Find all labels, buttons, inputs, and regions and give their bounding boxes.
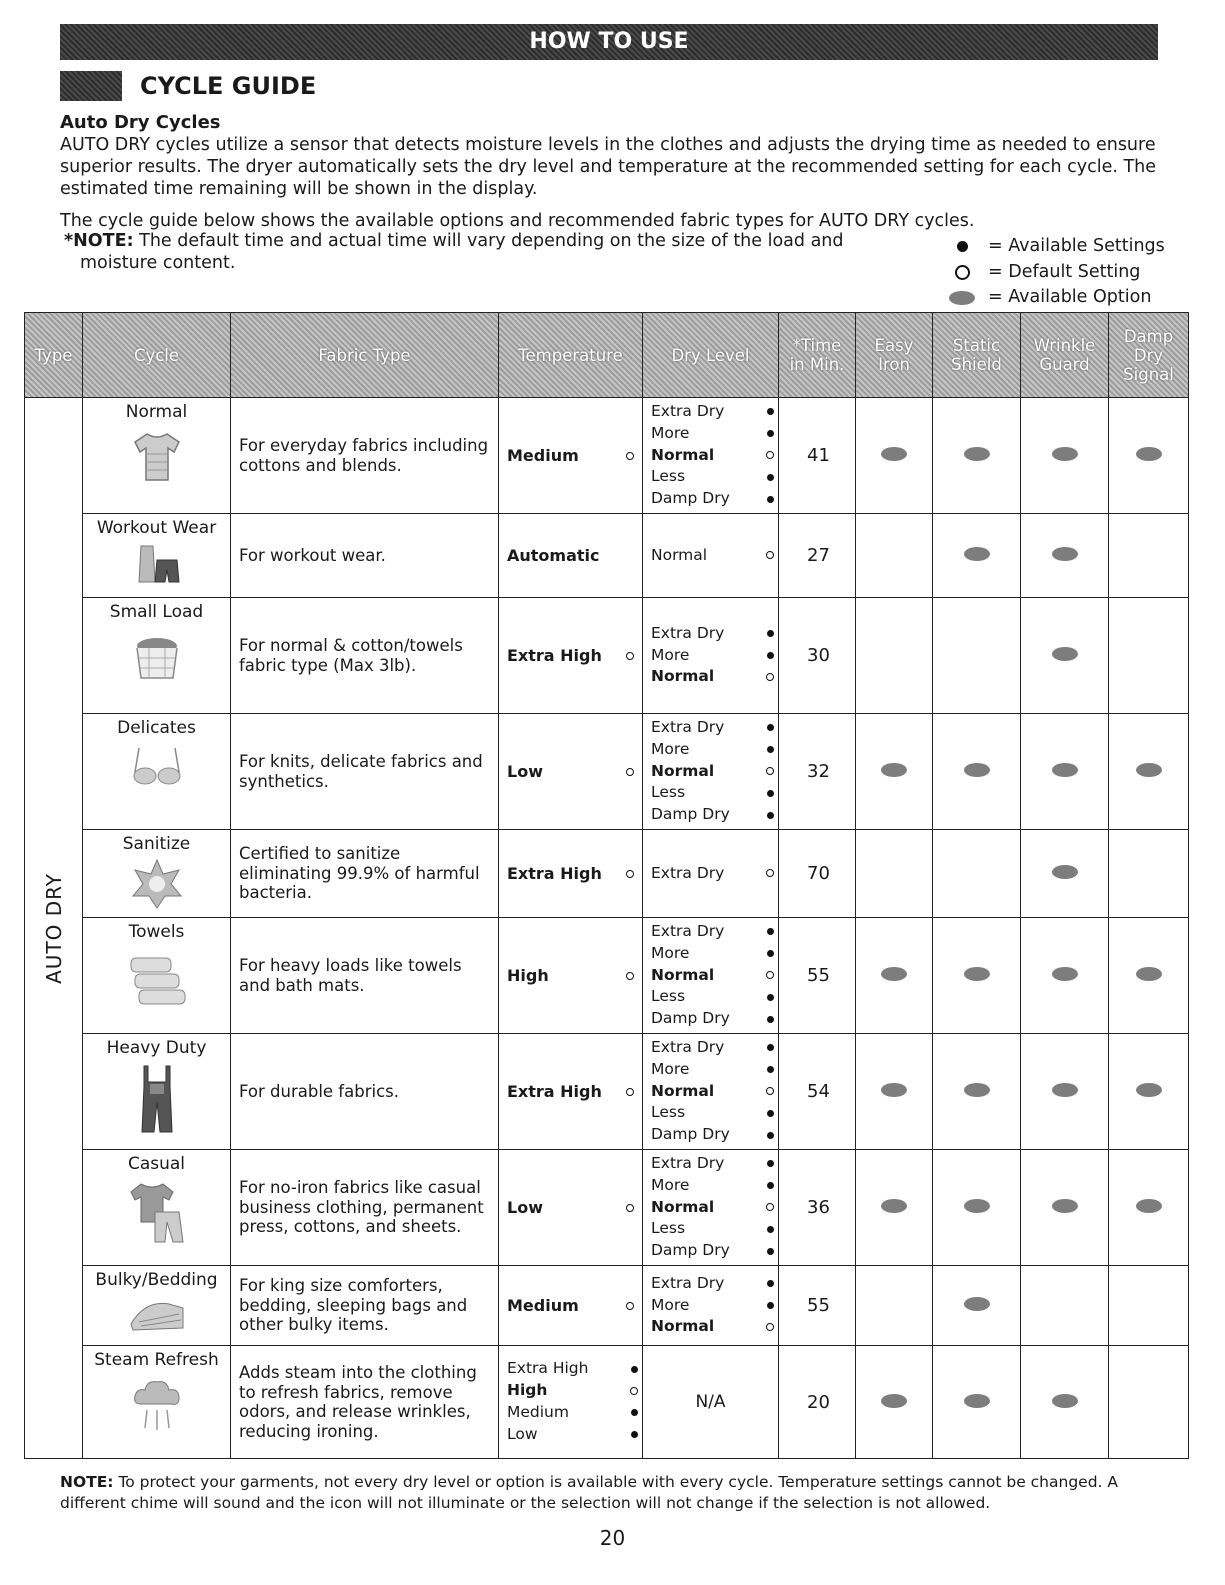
cycle-guide-table xyxy=(24,312,1189,1459)
easy-iron-cell xyxy=(856,1346,933,1459)
table-row xyxy=(25,1266,1189,1346)
option-oval-icon xyxy=(964,547,990,561)
option-oval-icon xyxy=(1052,547,1078,561)
header-wrinkle-guard: Wrinkle Guard xyxy=(1021,313,1109,398)
damp-dry-signal-cell xyxy=(1109,918,1189,1034)
wrinkle-guard-cell xyxy=(1021,1346,1109,1459)
cycle-cell xyxy=(83,1266,231,1346)
default-ring-icon xyxy=(626,452,634,460)
temperature-cell: High xyxy=(499,918,643,1034)
wrinkle-guard-cell xyxy=(1021,514,1109,598)
intro-paragraph-2: The cycle guide below shows the available options and recommended fabric types for AUTO DRY cycles. xyxy=(60,211,975,231)
cycle-name-delicates: Delicates xyxy=(117,718,196,738)
option-oval-icon xyxy=(881,447,907,461)
intro xyxy=(60,112,1190,232)
static-shield-cell xyxy=(933,830,1021,918)
static-shield-cell xyxy=(933,714,1021,830)
footer-note-text: To protect your garments, not every dry level or option is available with every cycle. Temperature settings cannot be changed. A different chime will sound and the icon will not illuminate or the selection will not change if the selection is not allowed. xyxy=(60,1473,1118,1512)
page-number: 20 xyxy=(599,1526,626,1550)
cycle-name-towels: Towels xyxy=(128,922,185,942)
wrinkle-guard-cell xyxy=(1021,830,1109,918)
towels-icon xyxy=(121,946,193,1012)
temperature-cell: Low xyxy=(499,714,643,830)
table-row xyxy=(25,598,1189,714)
time-cell: 30 xyxy=(779,598,856,714)
header-static-shield: Static Shield xyxy=(933,313,1021,398)
static-shield-cell xyxy=(933,918,1021,1034)
wrinkle-guard-cell xyxy=(1021,1034,1109,1150)
time-cell: 32 xyxy=(779,714,856,830)
cycle-cell xyxy=(83,918,231,1034)
damp-dry-signal-cell xyxy=(1109,714,1189,830)
cycle-cell xyxy=(83,1150,231,1266)
damp-dry-signal-cell xyxy=(1109,398,1189,514)
laundry-basket-icon xyxy=(127,626,187,688)
easy-iron-cell xyxy=(856,514,933,598)
header-fabric-type: Fabric Type xyxy=(231,313,499,398)
temperature-cell: Medium xyxy=(499,398,643,514)
cycle-name-sanitize: Sanitize xyxy=(122,834,191,854)
cycle-cell xyxy=(83,514,231,598)
wrinkle-guard-cell xyxy=(1021,1266,1109,1346)
available-option-oval-icon xyxy=(949,291,975,305)
easy-iron-cell xyxy=(856,1034,933,1150)
time-cell: 36 xyxy=(779,1150,856,1266)
footer-note-label: NOTE: xyxy=(60,1473,114,1491)
cycle-cell xyxy=(83,1346,231,1459)
option-oval-icon xyxy=(1136,447,1162,461)
table-row xyxy=(25,1150,1189,1266)
temperature-cell: Automatic xyxy=(499,514,643,598)
steam-cloud-icon xyxy=(129,1374,185,1434)
dry-level-cell: Extra Dry More Normal Less Damp Dry xyxy=(643,1034,779,1150)
cycle-name-casual: Casual xyxy=(127,1154,186,1174)
table-row xyxy=(25,714,1189,830)
static-shield-cell xyxy=(933,598,1021,714)
time-cell: 27 xyxy=(779,514,856,598)
static-shield-cell xyxy=(933,514,1021,598)
easy-iron-cell xyxy=(856,1150,933,1266)
fabric-type: For normal & cotton/towels fabric type (Max 3lb). xyxy=(231,598,499,714)
type-cell xyxy=(25,398,83,1459)
cycle-cell xyxy=(83,1034,231,1150)
cycle-name-normal: Normal xyxy=(125,402,188,422)
table-row xyxy=(25,1034,1189,1150)
wrinkle-guard-cell xyxy=(1021,1150,1109,1266)
damp-dry-signal-cell xyxy=(1109,1034,1189,1150)
fabric-type: Adds steam into the clothing to refresh fabrics, remove odors, and release wrinkles, reducing ironing. xyxy=(231,1346,499,1459)
easy-iron-cell xyxy=(856,830,933,918)
dry-level-cell: Extra Dry More Normal xyxy=(643,1266,779,1346)
damp-dry-signal-cell xyxy=(1109,830,1189,918)
option-oval-icon xyxy=(1052,447,1078,461)
bra-icon xyxy=(125,742,189,798)
sanitize-star-icon xyxy=(129,858,185,910)
table-row xyxy=(25,514,1189,598)
dry-level-cell: Normal xyxy=(643,514,779,598)
table-row xyxy=(25,1346,1189,1459)
static-shield-cell xyxy=(933,1266,1021,1346)
dry-level-cell: Extra Dry More Normal Less Damp Dry xyxy=(643,714,779,830)
wrinkle-guard-cell xyxy=(1021,918,1109,1034)
note-label: *NOTE: xyxy=(64,231,134,251)
dry-level-cell: Extra Dry More Normal Less Damp Dry xyxy=(643,1150,779,1266)
fabric-type: For everyday fabrics including cottons and blends. xyxy=(231,398,499,514)
temperature-cell: Extra High High Medium Low xyxy=(499,1346,643,1459)
time-cell: 41 xyxy=(779,398,856,514)
temperature-cell: Medium xyxy=(499,1266,643,1346)
temperature-cell: Extra High xyxy=(499,598,643,714)
type-label-auto-dry: AUTO DRY xyxy=(41,872,66,984)
damp-dry-signal-cell xyxy=(1109,1150,1189,1266)
damp-dry-signal-cell xyxy=(1109,1346,1189,1459)
intro-heading: Auto Dry Cycles xyxy=(60,112,221,133)
temperature-cell: Low xyxy=(499,1150,643,1266)
time-note xyxy=(64,230,924,274)
fabric-type: For durable fabrics. xyxy=(231,1034,499,1150)
dry-level-cell: Extra Dry More Normal Less Damp Dry xyxy=(643,918,779,1034)
easy-iron-cell xyxy=(856,398,933,514)
cycle-name-steam-refresh: Steam Refresh xyxy=(94,1350,219,1370)
header-type: Type xyxy=(25,313,83,398)
dry-level-cell: Extra Dry More Normal xyxy=(643,598,779,714)
overalls-icon xyxy=(132,1062,182,1134)
fabric-type: Certified to sanitize eliminating 99.9% of harmful bacteria. xyxy=(231,830,499,918)
easy-iron-cell xyxy=(856,1266,933,1346)
fabric-type: For no-iron fabrics like casual business clothing, permanent press, cottons, and sheets. xyxy=(231,1150,499,1266)
static-shield-cell xyxy=(933,1346,1021,1459)
cycle-cell xyxy=(83,398,231,514)
workout-wear-icon xyxy=(127,542,187,586)
section-title: CYCLE GUIDE xyxy=(140,72,317,100)
dry-level-cell: Extra Dry More Normal Less Damp Dry xyxy=(643,398,779,514)
wrinkle-guard-cell xyxy=(1021,398,1109,514)
legend-available-option: = Available Option xyxy=(988,287,1152,307)
dry-level-cell: N/A xyxy=(643,1346,779,1459)
note-text-2: moisture content. xyxy=(80,253,236,273)
fabric-type: For workout wear. xyxy=(231,514,499,598)
intro-paragraph: AUTO DRY cycles utilize a sensor that detects moisture levels in the clothes and adjusts the drying time as needed to ensure superior results. The dryer automatically sets the dry level and temperature at the recommended setting for each cycle. The estimated time remaining will be shown in the display. xyxy=(60,135,1157,199)
fabric-type: For king size comforters, bedding, sleeping bags and other bulky items. xyxy=(231,1266,499,1346)
easy-iron-cell xyxy=(856,714,933,830)
table-row xyxy=(25,918,1189,1034)
dry-level-cell: Extra Dry xyxy=(643,830,779,918)
static-shield-cell xyxy=(933,398,1021,514)
damp-dry-signal-cell xyxy=(1109,514,1189,598)
table-row xyxy=(25,398,1189,514)
static-shield-cell xyxy=(933,1150,1021,1266)
cycle-cell xyxy=(83,830,231,918)
easy-iron-cell xyxy=(856,918,933,1034)
wrinkle-guard-cell xyxy=(1021,714,1109,830)
table-row xyxy=(25,830,1189,918)
cycle-name-small-load: Small Load xyxy=(109,602,204,622)
table-header-row xyxy=(25,313,1189,398)
fabric-type: For heavy loads like towels and bath mats. xyxy=(231,918,499,1034)
fabric-type: For knits, delicate fabrics and synthetics. xyxy=(231,714,499,830)
damp-dry-signal-cell xyxy=(1109,598,1189,714)
static-shield-cell xyxy=(933,1034,1021,1150)
available-settings-dot-icon xyxy=(957,241,968,252)
how-to-use-banner: HOW TO USE xyxy=(60,24,1158,60)
section-header xyxy=(60,70,316,102)
time-cell: 55 xyxy=(779,918,856,1034)
option-oval-icon xyxy=(964,447,990,461)
temperature-cell: Extra High xyxy=(499,830,643,918)
default-setting-ring-icon xyxy=(955,265,970,280)
legend-available-settings: = Available Settings xyxy=(988,236,1165,256)
legend-default-setting: = Default Setting xyxy=(988,261,1141,282)
temperature-cell: Extra High xyxy=(499,1034,643,1150)
time-cell: 20 xyxy=(779,1346,856,1459)
section-marker xyxy=(60,71,122,101)
easy-iron-cell xyxy=(856,598,933,714)
cycle-cell xyxy=(83,714,231,830)
option-oval-icon xyxy=(1052,647,1078,661)
footer-note xyxy=(60,1472,1180,1514)
header-damp-dry-signal: Damp Dry Signal xyxy=(1109,313,1189,398)
cycle-name-workout-wear: Workout Wear xyxy=(96,518,217,538)
time-cell: 70 xyxy=(779,830,856,918)
casual-clothes-icon xyxy=(125,1178,189,1244)
header-temperature: Temperature xyxy=(499,313,643,398)
header-cycle: Cycle xyxy=(83,313,231,398)
cycle-name-heavy-duty: Heavy Duty xyxy=(106,1038,207,1058)
bedding-icon xyxy=(125,1294,189,1336)
cycle-name-bulky-bedding: Bulky/Bedding xyxy=(95,1270,218,1290)
note-text: The default time and actual time will vary depending on the size of the load and xyxy=(133,231,844,251)
t-shirt-icon xyxy=(127,426,187,486)
header-time: *Time in Min. xyxy=(779,313,856,398)
time-cell: 54 xyxy=(779,1034,856,1150)
time-cell: 55 xyxy=(779,1266,856,1346)
legend xyxy=(948,234,1165,311)
wrinkle-guard-cell xyxy=(1021,598,1109,714)
header-easy-iron: Easy Iron xyxy=(856,313,933,398)
cycle-cell xyxy=(83,598,231,714)
damp-dry-signal-cell xyxy=(1109,1266,1189,1346)
header-dry-level: Dry Level xyxy=(643,313,779,398)
